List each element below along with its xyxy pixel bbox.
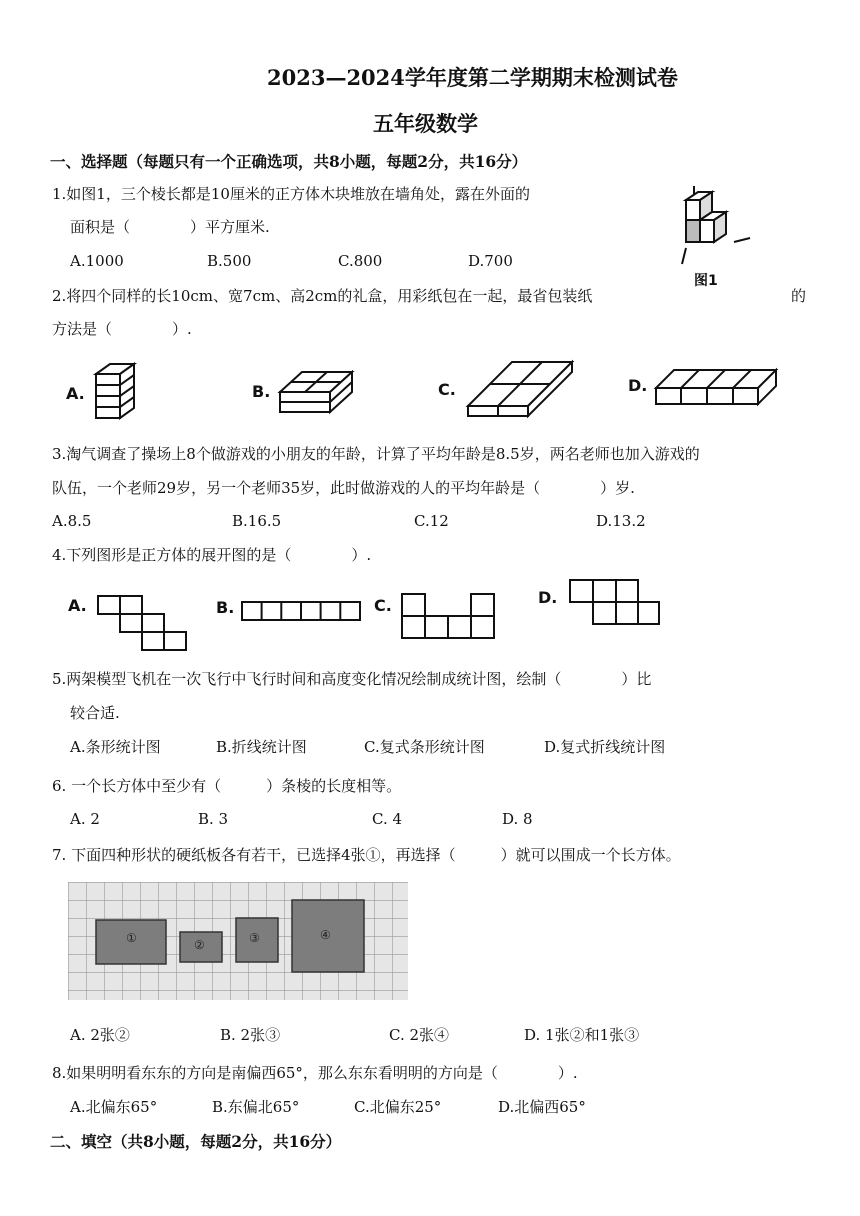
- q1-option-a[interactable]: A.1000: [70, 252, 124, 270]
- page-subtitle: 五年级数学: [373, 111, 478, 136]
- q7-label-4: ④: [320, 928, 331, 942]
- q2-figure-label-a[interactable]: A.: [66, 384, 85, 403]
- q7-label-2: ②: [194, 938, 205, 952]
- question-8-text: 8.如果明明看东东的方向是南偏西65°，那么东东看明明的方向是（ ）.: [52, 1064, 578, 1082]
- q3-option-d[interactable]: D.13.2: [596, 512, 646, 530]
- q2-figure-label-c[interactable]: C.: [438, 380, 456, 399]
- question-5-text: 5.两架模型飞机在一次飞行中飞行时间和高度变化情况绘制成统计图，绘制（ ）比: [52, 670, 652, 688]
- q6-option-c[interactable]: C. 4: [372, 810, 403, 828]
- question-3-text-cont: 队伍，一个老师29岁，另一个老师35岁，此时做游戏的人的平均年龄是（ ）岁.: [52, 479, 635, 497]
- figure-1-cubes: [672, 186, 752, 266]
- q4-figure-label-c[interactable]: C.: [374, 596, 392, 615]
- question-6-text: 6. 一个长方体中至少有（ ）条棱的长度相等。: [52, 777, 402, 795]
- q1-option-b[interactable]: B.500: [207, 252, 252, 270]
- section-heading-choice: 一、选择题（每题只有一个正确选项，共8小题，每题2分，共16分）: [50, 152, 528, 171]
- question-1-text: 1.如图1，三个棱长都是10厘米的正方体木块堆放在墙角处，露在外面的: [52, 185, 530, 203]
- q3-option-a[interactable]: A.8.5: [52, 512, 92, 530]
- q2-figure-c[interactable]: [466, 358, 576, 420]
- question-2-text-cont: 方法是（ ）.: [52, 320, 192, 338]
- q4-net-c[interactable]: [400, 592, 496, 642]
- q7-cardboard-figure: [68, 882, 408, 1002]
- question-2-text-end: 的: [791, 287, 807, 305]
- q2-figure-label-b[interactable]: B.: [252, 382, 271, 401]
- q7-option-a[interactable]: A. 2张②: [70, 1026, 130, 1044]
- q7-option-d[interactable]: D. 1张②和1张③: [524, 1026, 640, 1044]
- q7-label-3: ③: [249, 931, 260, 945]
- q2-figure-d[interactable]: [654, 368, 778, 406]
- q8-option-b[interactable]: B.东偏北65°: [212, 1098, 300, 1116]
- section-heading-fill: 二、填空（共8小题，每题2分，共16分）: [50, 1132, 342, 1151]
- question-4-text: 4.下列图形是正方体的展开图的是（ ）.: [52, 546, 372, 564]
- q7-option-c[interactable]: C. 2张④: [389, 1026, 450, 1044]
- q1-option-c[interactable]: C.800: [338, 252, 383, 270]
- q6-option-b[interactable]: B. 3: [198, 810, 229, 828]
- q8-option-a[interactable]: A.北偏东65°: [70, 1098, 158, 1116]
- q4-figure-label-a[interactable]: A.: [68, 596, 87, 615]
- q5-option-c[interactable]: C.复式条形统计图: [364, 738, 485, 756]
- q7-label-1: ①: [126, 931, 137, 945]
- question-2-text: 2.将四个同样的长10cm、宽7cm、高2cm的礼盒，用彩纸包在一起，最省包装纸: [52, 287, 593, 305]
- q4-net-b[interactable]: [240, 600, 362, 622]
- q2-figure-label-d[interactable]: D.: [628, 376, 648, 395]
- question-7-text: 7. 下面四种形状的硬纸板各有若干，已选择4张①，再选择（ ）就可以围成一个长方体。: [52, 846, 681, 864]
- q6-option-d[interactable]: D. 8: [502, 810, 533, 828]
- q8-option-c[interactable]: C.北偏东25°: [354, 1098, 442, 1116]
- q1-option-d[interactable]: D.700: [468, 252, 513, 270]
- q3-option-c[interactable]: C.12: [414, 512, 449, 530]
- q4-net-a[interactable]: [96, 594, 188, 656]
- q6-option-a[interactable]: A. 2: [70, 810, 100, 828]
- question-3-text: 3.淘气调查了操场上8个做游戏的小朋友的年龄，计算了平均年龄是8.5岁，两名老师也加入游戏的: [52, 445, 700, 463]
- q5-option-d[interactable]: D.复式折线统计图: [544, 738, 666, 756]
- q5-option-b[interactable]: B.折线统计图: [216, 738, 307, 756]
- q4-figure-label-d[interactable]: D.: [538, 588, 558, 607]
- q5-option-a[interactable]: A.条形统计图: [70, 738, 161, 756]
- figure-1-caption: 图1: [694, 273, 718, 289]
- question-1-text-cont: 面积是（ ）平方厘米.: [70, 218, 270, 236]
- q8-option-d[interactable]: D.北偏西65°: [498, 1098, 586, 1116]
- q4-figure-label-b[interactable]: B.: [216, 598, 235, 617]
- page-title: 2023—2024学年度第二学期期末检测试卷: [267, 65, 678, 90]
- q7-option-b[interactable]: B. 2张③: [220, 1026, 281, 1044]
- q3-option-b[interactable]: B.16.5: [232, 512, 282, 530]
- q2-figure-a-stacked[interactable]: [92, 362, 138, 422]
- q4-net-d[interactable]: [568, 578, 662, 626]
- q2-figure-b[interactable]: [278, 370, 354, 414]
- question-5-text-cont: 较合适.: [70, 704, 120, 722]
